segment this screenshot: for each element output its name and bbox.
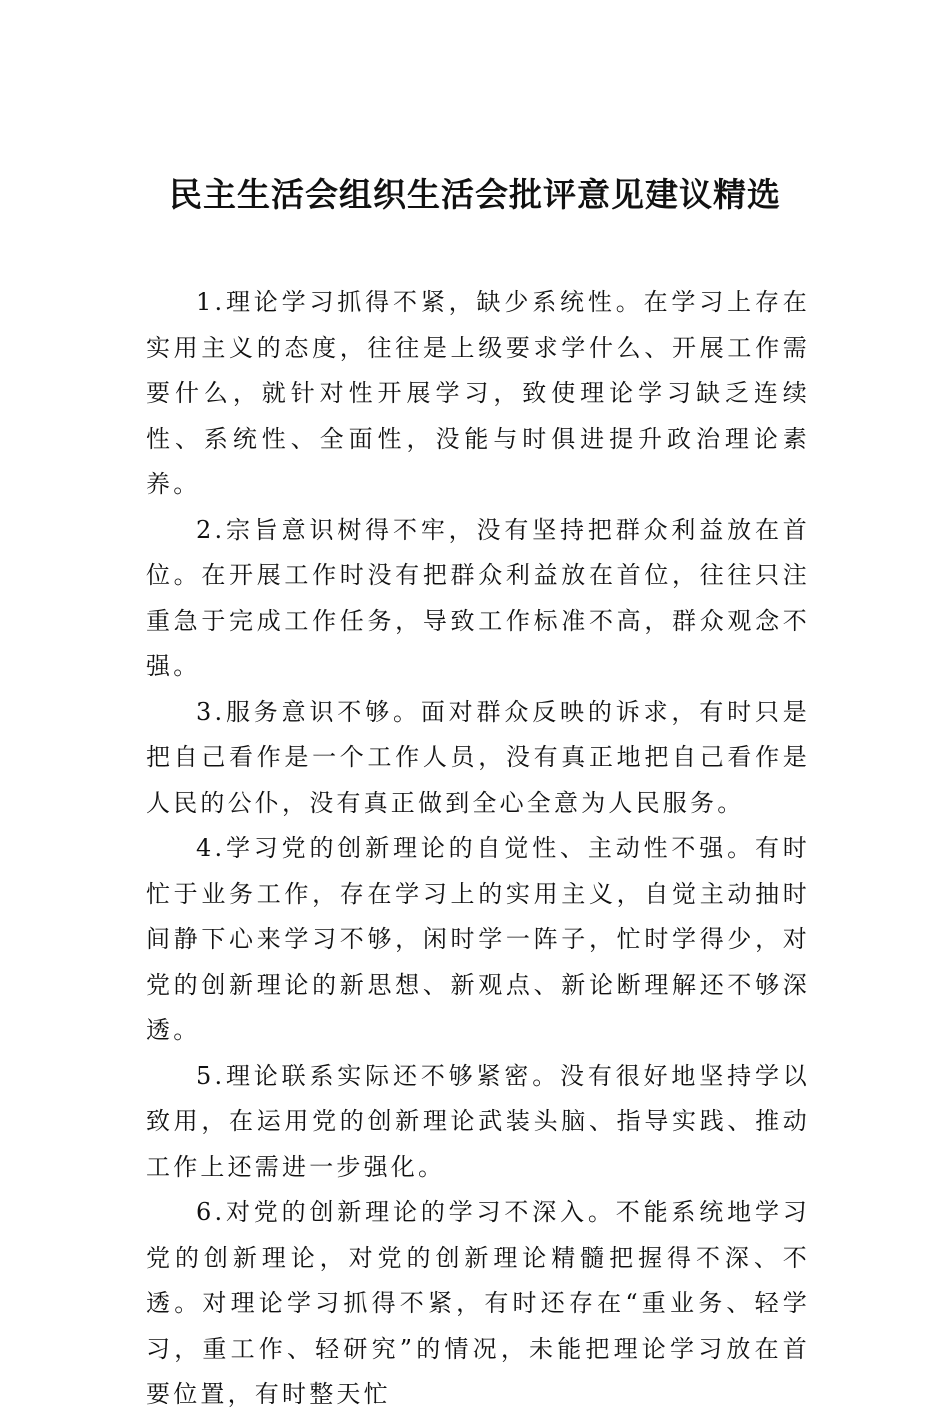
paragraph-4: 4.学习党的创新理论的自觉性、主动性不强。有时忙于业务工作，存在学习上的实用主义，自觉主动抽时间静下心来学习不够，闲时学一阵子，忙时学得少，对党的创新理论的新思想、新观点、新论断理解还不够深透。 bbox=[146, 834, 810, 1044]
paragraph-3: 3.服务意识不够。面对群众反映的诉求，有时只是把自己看作是一个工作人员，没有真正地把自己看作是人民的公仆，没有真正做到全心全意为人民服务。 bbox=[146, 697, 810, 817]
document-title: 民主生活会组织生活会批评意见建议精选 bbox=[169, 175, 781, 214]
paragraph-5: 5.理论联系实际还不够紧密。没有很好地坚持学以致用，在运用党的创新理论武装头脑、指导实践、推动工作上还需进一步强化。 bbox=[146, 1061, 810, 1181]
paragraph-6: 6.对党的创新理论的学习不深入。不能系统地学习党的创新理论，对党的创新理论精髓把握得不深、不透。对理论学习抓得不紧，有时还存在“重业务、轻学习，重工作、轻研究”的情况，未能把理论学习放在首要位置，有时整天忙 bbox=[146, 1198, 810, 1408]
paragraph-1: 1.理论学习抓得不紧，缺少系统性。在学习上存在实用主义的态度，往往是上级要求学什么、开展工作需要什么，就针对性开展学习，致使理论学习缺乏连续性、系统性、全面性，没能与时俱进提升政治理论素养。 bbox=[146, 288, 810, 498]
document-body bbox=[146, 280, 810, 1418]
paragraph-2: 2.宗旨意识树得不牢，没有坚持把群众利益放在首位。在开展工作时没有把群众利益放在首位，往往只注重急于完成工作任务，导致工作标准不高，群众观念不强。 bbox=[146, 515, 810, 680]
